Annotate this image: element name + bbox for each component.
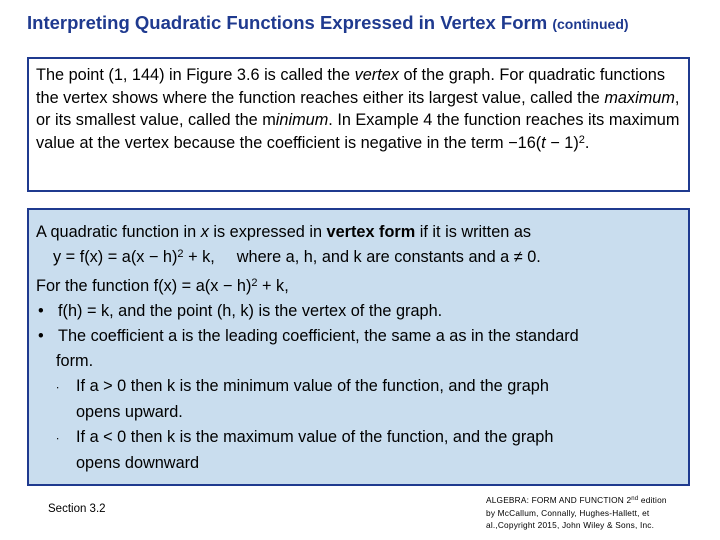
definition-line: A quadratic function in x is expressed in vertex form if it is written as (36, 223, 532, 241)
title-main: Interpreting Quadratic Functions Expressed in Vertex Form (27, 12, 548, 33)
section-label: Section 3.2 (48, 503, 106, 515)
function-intro-line: For the function $f(x) = a(x - h)^2 + k$, (36, 277, 289, 295)
slide-title (27, 12, 697, 34)
vertex-explanation-box (27, 57, 690, 192)
subbullet-positive: ∙ If a > 0 then k is the minimum value of the function, and the graph (56, 377, 549, 395)
vertex-form-formula: $y = f(x) = a(x - h)^2 + k$, where a, h, and k are constants and a ≠ 0. (53, 248, 541, 266)
subbullet-negative: ∙ If a < 0 then k is the maximum value of the function, and the graph (56, 428, 554, 446)
vertex-form-definition-box (27, 208, 690, 486)
copyright-credit: ALGEBRA: FORM AND FUNCTION 2nd edition by McCallum, Connally, Hughes-Hallett, et al.,Copyright 2015, John Wiley & Sons, Inc. (486, 495, 667, 530)
bullet-leading-coefficient: • The coefficient a is the leading coefficient, the same a as in the standard (38, 327, 579, 345)
subbullet-positive-cont: opens upward. (76, 403, 183, 421)
title-suffix: (continued) (552, 16, 629, 32)
bullet-leading-coefficient-cont: form. (56, 352, 94, 370)
vertex-explanation-text: The point (1, 144) in Figure 3.6 is called the vertex of the graph. For quadratic functions the vertex shows where the function reaches either its largest value, called the maximum, or its smallest value, called the minimum. In Example 4 the function reaches its maximum value at the vertex because the coefficient is negative in the term $-16(t - 1)^2$. (36, 66, 680, 152)
subbullet-negative-cont: opens downward (76, 454, 200, 472)
bullet-vertex: • f(h) = k, and the point (h, k) is the vertex of the graph. (38, 302, 443, 320)
